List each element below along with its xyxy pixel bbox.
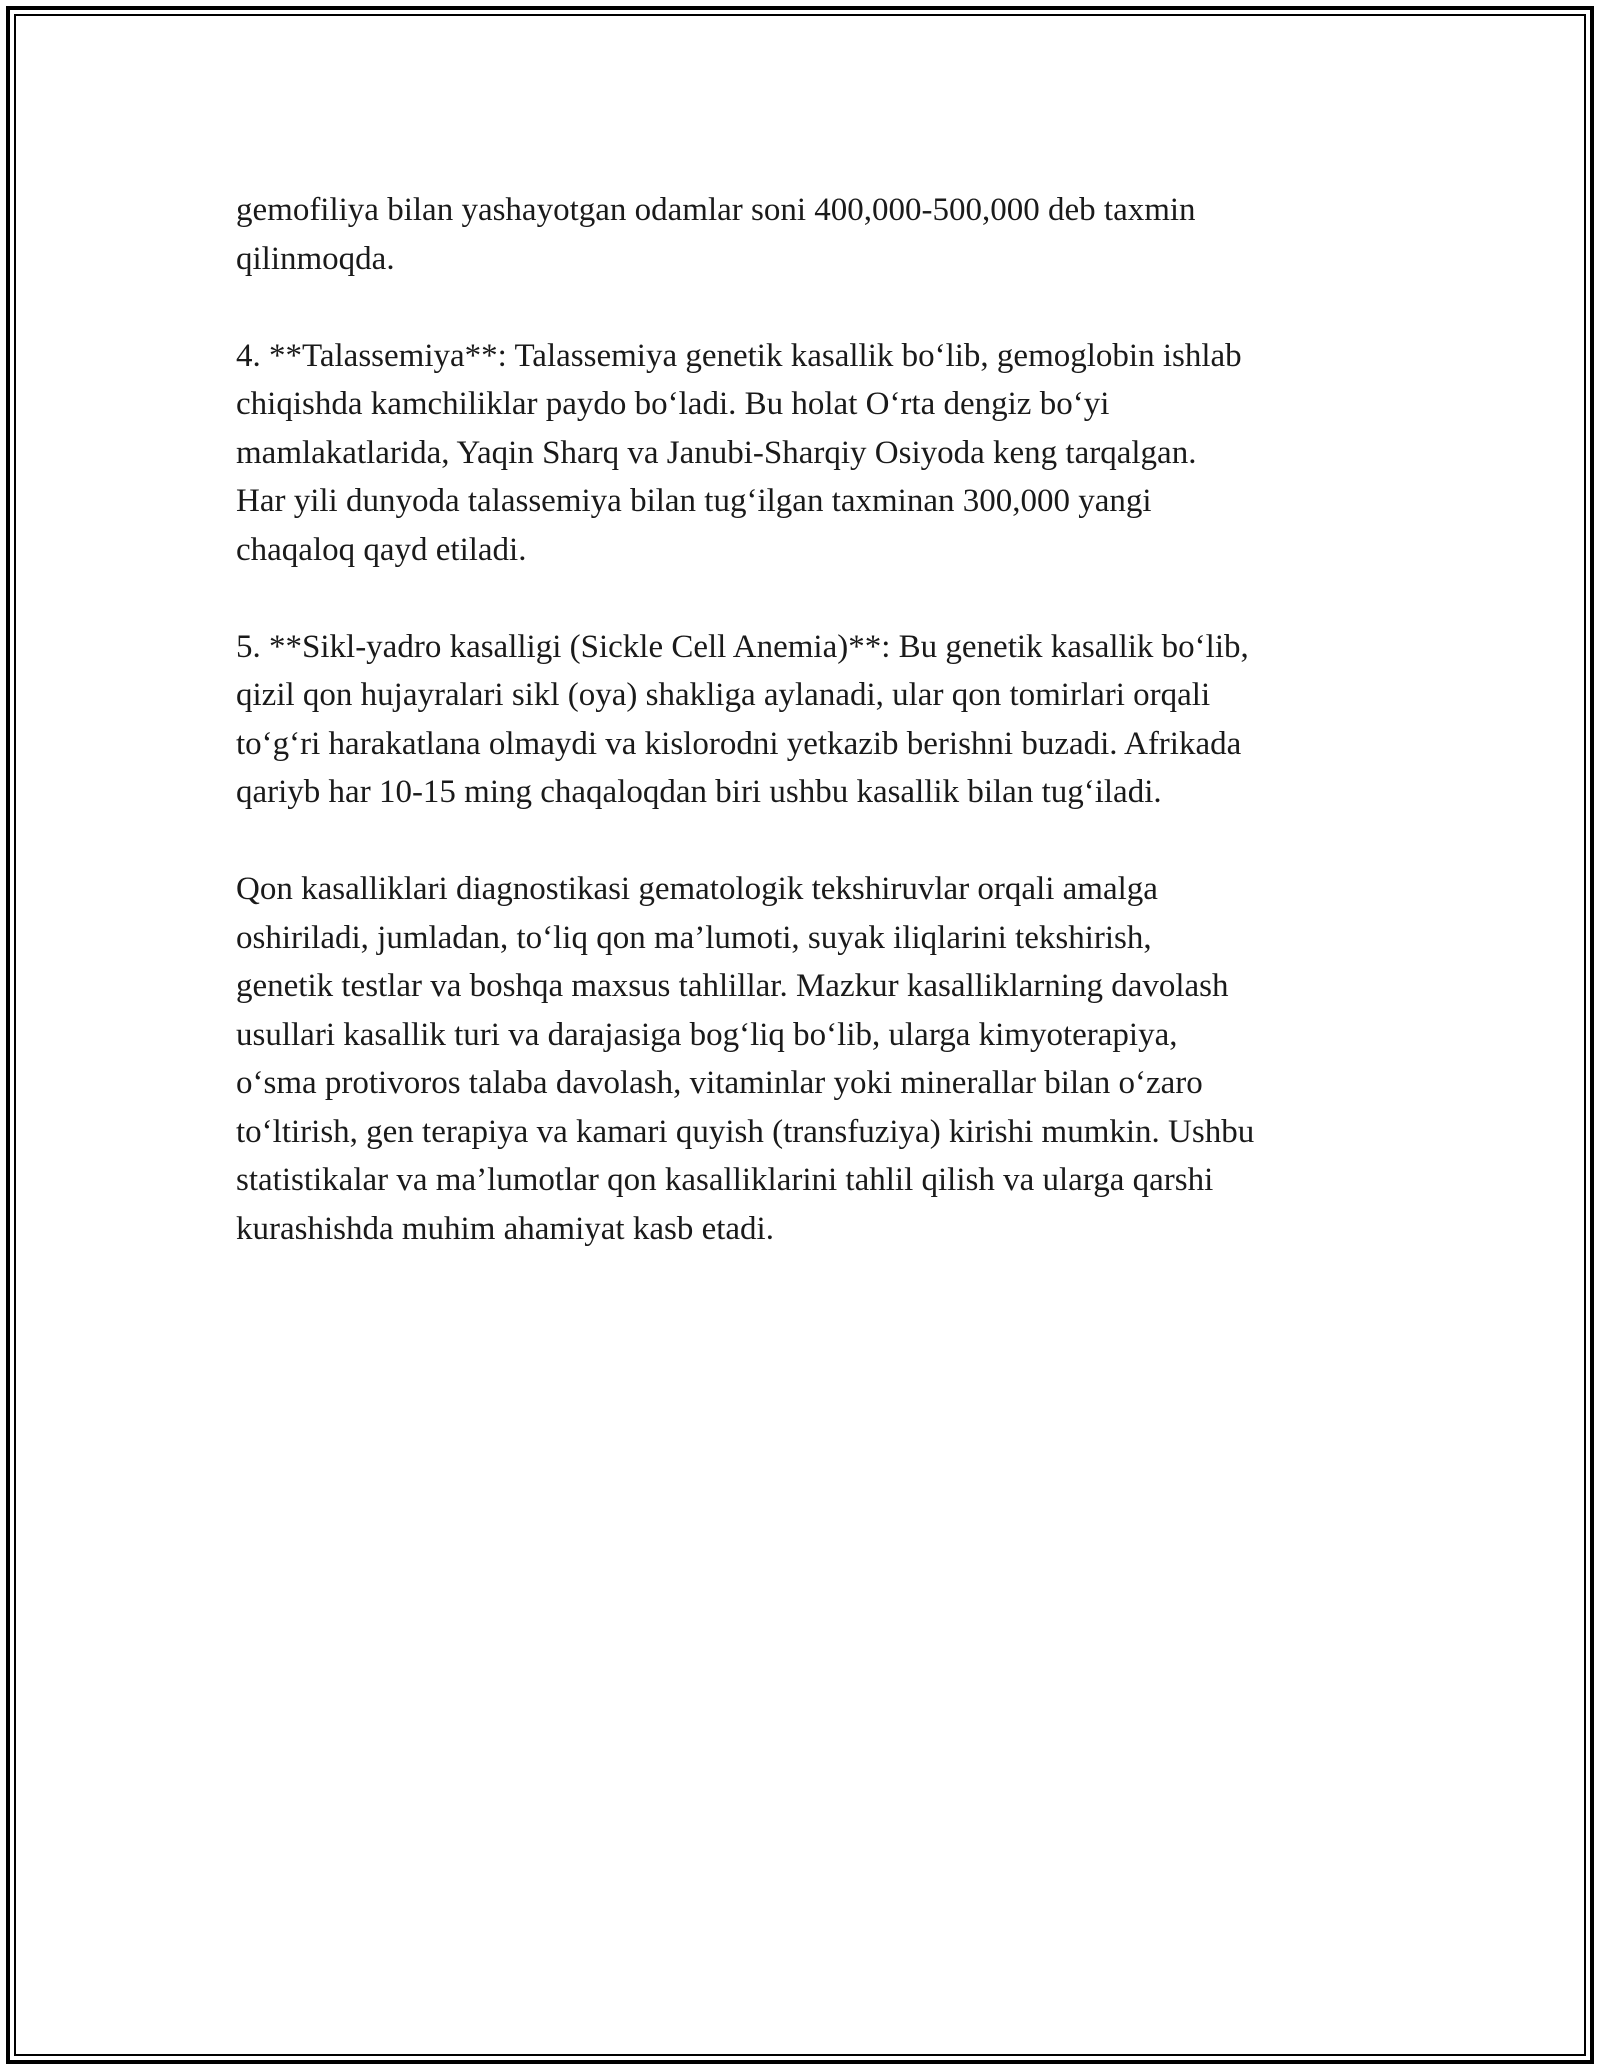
- text-line: qizil qon hujayralari sikl (oya) shakliga aylanadi, ular qon tomirlari orqali: [236, 677, 1211, 713]
- text-line: qariyb har 10-15 ming chaqaloqdan biri ushbu kasallik bilan tug‘iladi.: [236, 774, 1162, 810]
- paragraph-hemophilia-continued: [236, 186, 1372, 283]
- text-line: qilinmoqda.: [236, 240, 395, 277]
- text-line: 4. **Talassemiya**: Talassemiya genetik kasallik bo‘lib, gemoglobin ishlab: [236, 337, 1242, 374]
- text-line: chiqishda kamchiliklar paydo bo‘ladi. Bu holat O‘rta dengiz bo‘yi: [236, 386, 1110, 422]
- text-line: 5. **Sikl-yadro kasalligi (Sickle Cell Anemia)**: Bu genetik kasallik bo‘lib,: [236, 628, 1249, 665]
- text-line: to‘ltirish, gen terapiya va kamari quyish (transfuziya) kirishi mumkin. Ushbu: [236, 1113, 1255, 1150]
- text-line: Har yili dunyoda talassemiya bilan tug‘ilgan taxminan 300,000 yangi: [236, 483, 1152, 519]
- document-body: [236, 186, 1372, 1302]
- text-line: o‘sma protivoros talaba davolash, vitaminlar yoki minerallar bilan o‘zaro: [236, 1065, 1203, 1101]
- text-line: oshiriladi, jumladan, to‘liq qon ma’lumoti, suyak iliqlarini tekshirish,: [236, 919, 1152, 956]
- text-line: chaqaloq qayd etiladi.: [236, 531, 527, 568]
- text-line: genetik testlar va boshqa maxsus tahlillar. Mazkur kasalliklarning davolash: [236, 968, 1229, 1004]
- paragraph-thalassemia: [236, 332, 1372, 575]
- paragraph-sickle-cell: [236, 623, 1372, 817]
- text-line: kurashishda muhim ahamiyat kasb etadi.: [236, 1210, 774, 1247]
- text-line: Qon kasalliklari diagnostikasi gematologik tekshiruvlar orqali amalga: [236, 871, 1158, 907]
- text-line: to‘g‘ri harakatlana olmaydi va kislorodni yetkazib berishni buzadi. Afrikada: [236, 725, 1242, 762]
- text-line: mamlakatlarida, Yaqin Sharq va Janubi-Sharqiy Osiyoda keng tarqalgan.: [236, 434, 1197, 471]
- text-line: statistikalar va ma’lumotlar qon kasalliklarini tahlil qilish va ularga qarshi: [236, 1162, 1214, 1198]
- text-line: gemofiliya bilan yashayotgan odamlar soni 400,000-500,000 deb taxmin: [236, 192, 1196, 228]
- paragraph-diagnostics: [236, 865, 1372, 1253]
- text-line: usullari kasallik turi va darajasiga bog‘liq bo‘lib, ularga kimyoterapiya,: [236, 1016, 1178, 1053]
